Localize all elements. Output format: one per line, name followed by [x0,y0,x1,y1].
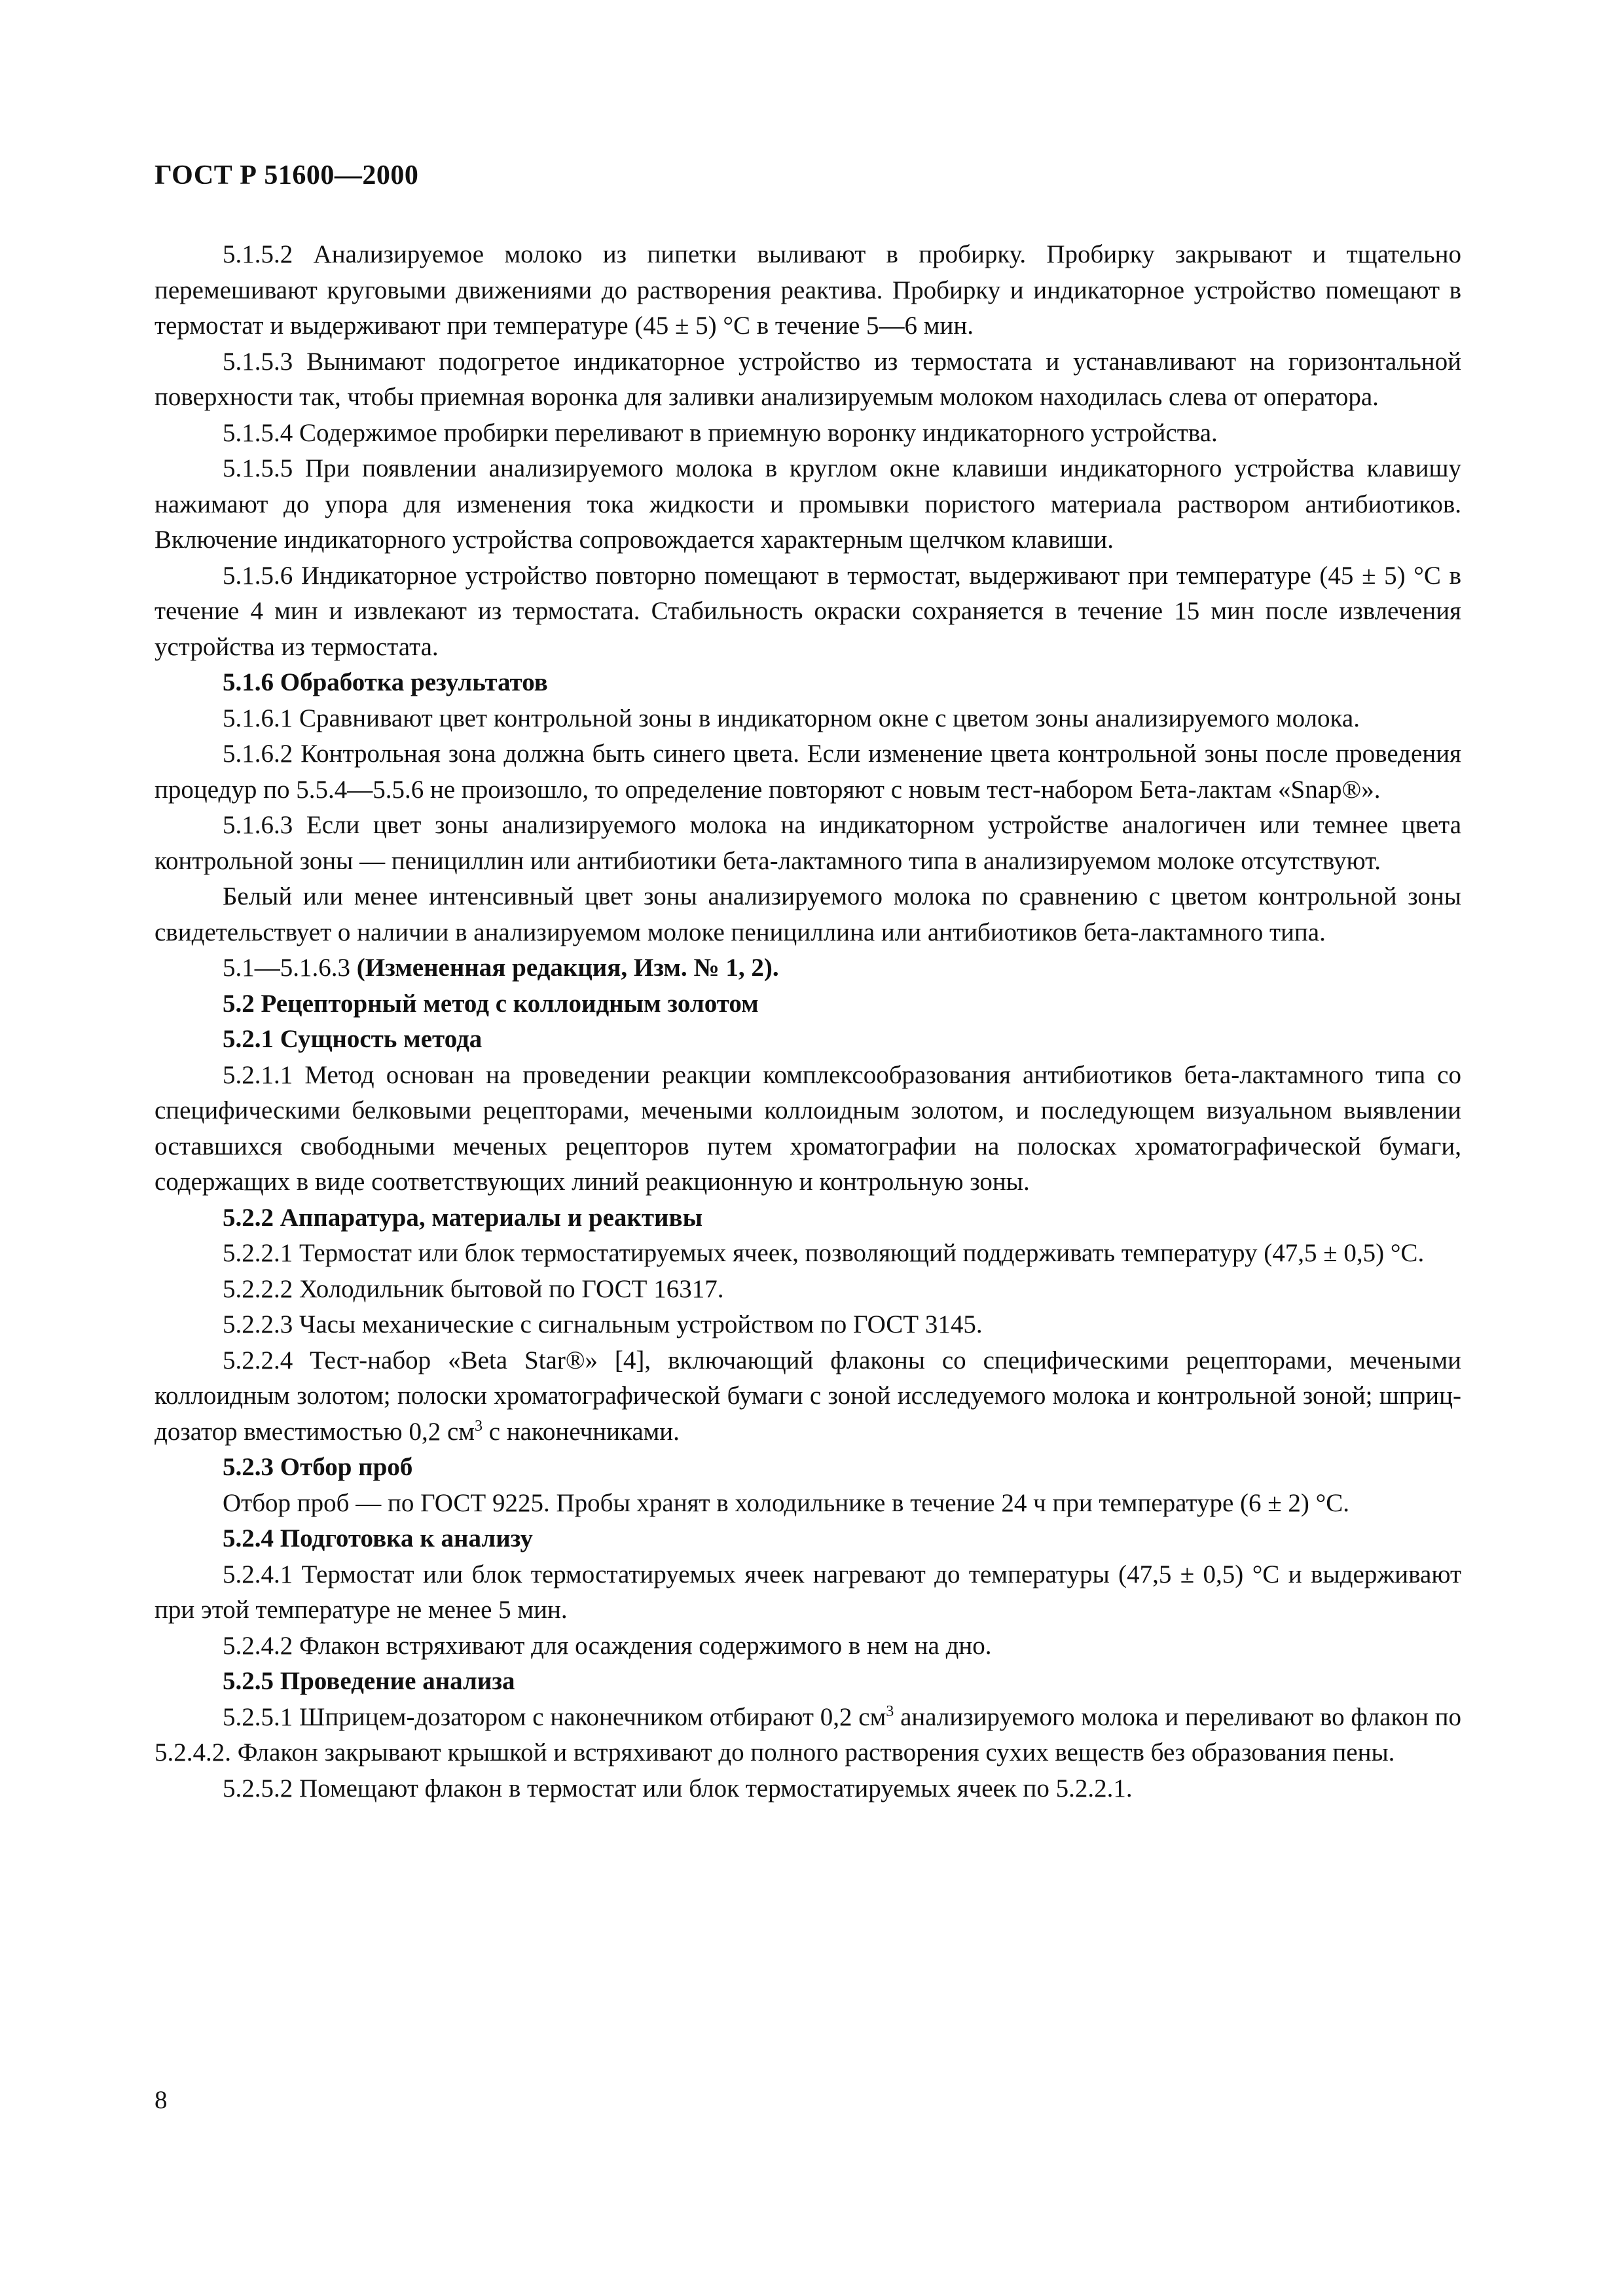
paragraph: 5.1.6.2 Контрольная зона должна быть синего цвета. Если изменение цвета контрольной зоны после проведения процедур по 5.5.4—5.5.6 не произошло, то определение повторяют с новым тест-набором Бета-лактам «Snap®». [155,740,1461,804]
section-heading: 5.2.2 Аппаратура, материалы и реактивы [223,1203,703,1232]
paragraph: 5.2.4.2 Флакон встряхивают для осаждения содержимого в нем на дно. [223,1631,992,1660]
superscript: 3 [886,1702,894,1720]
paragraph-text: 5.2.5.1 Шприцем-дозатором с наконечником отбирают 0,2 см [223,1702,886,1731]
paragraph: 5.1.6.1 Сравнивают цвет контрольной зоны в индикаторном окне с цветом зоны анализируемого молока. [223,704,1360,732]
paragraph [155,1700,1461,1771]
section-heading: 5.2.3 Отбор проб [223,1453,413,1481]
section-heading: 5.2.4 Подготовка к анализу [223,1524,534,1552]
paragraph: 5.1.5.4 Содержимое пробирки переливают в приемную воронку индикаторного устройства. [223,418,1218,447]
amendment-ref: 5.1—5.1.6.3 [223,954,357,982]
section-heading: 5.2.5 Проведение анализа [223,1667,515,1695]
paragraph [155,1343,1461,1450]
paragraph: 5.2.2.3 Часы механические с сигнальным устройством по ГОСТ 3145. [223,1310,983,1338]
section-heading: 5.2.1 Сущность метода [223,1025,483,1053]
paragraph: 5.2.4.1 Термостат или блок термостатируемых ячеек нагревают до температуры (47,5 ± 0,5) °С и выдерживают при этой температуре не менее 5 мин. [155,1560,1461,1624]
paragraph-text: анализируемого молока и переливают во флакон по 5.2.4.2. Флакон закрывают крышкой и встряхивают до полного растворения сухих веществ без образования пены. [155,1702,1461,1767]
amendment-label: (Измененная редакция, Изм. № 1, 2). [356,954,779,982]
paragraph: 5.2.1.1 Метод основан на проведении реакции комплексообразования антибиотиков бета-лактамного типа со специфическими белковыми рецепторами, мечеными коллоидным золотом, и последующем визуальном выявлении оставшихся свободными меченых рецепторов путем хроматографии на полосках хроматографической бумаги, содержащих в виде соответствующих линий реакционную и контрольную зоны. [155,1060,1461,1196]
superscript: 3 [474,1417,483,1435]
page-number: 8 [155,2086,168,2114]
paragraph: 5.2.2.1 Термостат или блок термостатируемых ячеек, позволяющий поддерживать температуру (47,5 ± 0,5) °С. [223,1239,1425,1267]
paragraph: 5.1.5.2 Анализируемое молоко из пипетки выливают в пробирку. Пробирку закрывают и тщательно перемешивают круговыми движениями до растворения реактива. Пробирку и индикаторное устройство помещают в термостат и выдерживают при температуре (45 ± 5) °С в течение 5—6 мин. [155,240,1461,340]
paragraph: 5.1.6.3 Если цвет зоны анализируемого молока на индикаторном устройстве аналогичен или темнее цвета контрольной зоны — пенициллин или антибиотики бета-лактамного типа в анализируемом молоке отсутствуют. [155,811,1461,875]
section-heading: 5.2 Рецепторный метод с коллоидным золотом [223,989,759,1018]
document-header: ГОСТ Р 51600—2000 [155,160,419,190]
section-heading: 5.1.6 Обработка результатов [223,668,548,696]
paragraph: 5.2.5.2 Помещают флакон в термостат или блок термостатируемых ячеек по 5.2.2.1. [223,1774,1133,1803]
paragraph: 5.2.2.2 Холодильник бытовой по ГОСТ 16317. [223,1274,724,1303]
paragraph: 5.1.5.6 Индикаторное устройство повторно помещают в термостат, выдерживают при температуре (45 ± 5) °С в течение 4 мин и извлекают из термостата. Стабильность окраски сохраняется в течение 15 мин после извлечения устройства из термостата. [155,561,1461,661]
paragraph-text: 5.2.2.4 Тест-набор «Beta Star®» [4], включающий флаконы со специфическими рецепторами, мечеными коллоидным золотом; полоски хроматографической бумаги с зоной исследуемого молока и контрольной зоной; шприц-дозатор вместимостью 0,2 см [155,1346,1461,1446]
amendment-note [155,950,1461,986]
paragraph: 5.1.5.5 При появлении анализируемого молока в круглом окне клавиши индикаторного устройства клавишу нажимают до упора для изменения тока жидкости и промывки пористого материала раствором антибиотиков. Включение индикаторного устройства сопровождается характерным щелчком клавиши. [155,454,1461,554]
paragraph-text: с наконечниками. [482,1417,680,1446]
paragraph: Отбор проб — по ГОСТ 9225. Пробы хранят в холодильнике в течение 24 ч при температуре (6 ± 2) °С. [223,1488,1350,1517]
paragraph: Белый или менее интенсивный цвет зоны анализируемого молока по сравнению с цветом контрольной зоны свидетельствует о наличии в анализируемом молоке пенициллина или антибиотиков бета-лактамного типа. [155,882,1461,946]
document-body [155,237,1461,1806]
paragraph: 5.1.5.3 Вынимают подогретое индикаторное устройство из термостата и устанавливают на горизонтальной поверхности так, чтобы приемная воронка для заливки анализируемым молоком находилась слева от оператора. [155,347,1461,411]
